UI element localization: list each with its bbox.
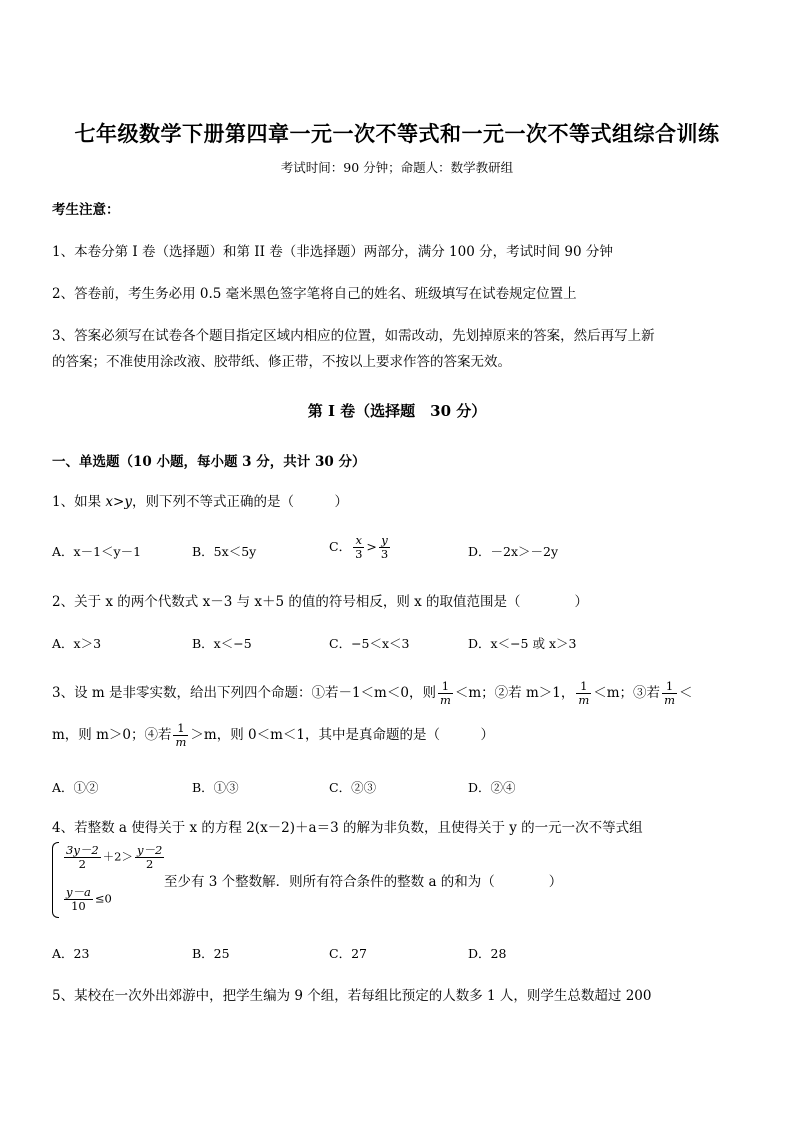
q1-option-a[interactable]: A．x－1＜y－1 [52,544,142,559]
page-title: 七年级数学下册第四章一元一次不等式和一元一次不等式组综合训练 [74,121,720,146]
q1-c-frac-2: $\frac{y}{3}$ [380,533,389,561]
q1-option-c[interactable] [329,534,392,561]
q4-option-d[interactable]: D．28 [468,946,507,961]
q3-frac-1: $\frac{1}{m}$ [439,679,451,707]
q1-option-d[interactable]: D．－2x＞－2y [468,544,559,559]
q2-option-b[interactable]: B．x＜−5 [192,636,252,651]
q4-option-a[interactable]: A．23 [52,946,90,961]
question-5-stem: 5、某校在一次外出郊游中，把学生编为 9 个组，若每组比预定的人数多 1 人，则学生总数超过 200 [52,988,652,1004]
q1-stem-b: ，则下列不等式正确的是（ ） [131,494,348,510]
question-2-options [52,634,752,656]
notice-item-2: 2、答卷前，考生务必用 0.5 毫米黑色签字笔将自己的姓名、班级填写在试卷规定位置上 [52,286,577,302]
q3-text-1: 3、设 m 是非零实数，给出下列四个命题：①若－1＜m＜0，则 [52,685,436,701]
section-title: 第 I 卷（选择题 30 分） [307,402,487,420]
question-4-tail: 至少有 3 个整数解．则所有符合条件的整数 a 的和为（ ） [164,874,563,890]
q3-option-b[interactable]: B．①③ [192,780,239,795]
q2-option-c[interactable]: C．−5＜x＜3 [329,636,410,651]
question-3-stem-line-2 [52,722,754,749]
q3-frac-3: $\frac{1}{m}$ [664,679,675,707]
q3-text-6: ＞m，则 0＜m＜1，其中是真命题的是（ ） [190,727,494,743]
question-1-options [52,533,752,564]
sys-tail: ≤0 [94,891,112,906]
q3-text-4: ＜ [678,685,693,701]
part-heading: 一、单选题（10 小题，每小题 3 分，共计 30 分） [52,454,366,470]
notice-item-3: 3、答案必须写在试卷各个题目指定区域内相应的位置，如需改动，先划掉原来的答案，然后再写上新 [52,328,655,344]
q3-option-a[interactable]: A．①② [52,780,99,795]
notice-item-1: 1、本卷分第 I 卷（选择题）和第 II 卷（非选择题）两部分，满分 100 分，考试时间 90 分钟 [52,244,613,260]
question-3-options [52,778,752,800]
question-1-stem [52,492,754,512]
q1-c-op: > [366,539,377,554]
q1-c-frac-1: $\frac{x}{3}$ [355,533,363,561]
q3-option-d[interactable]: D．②④ [468,780,516,795]
question-4-options [52,944,752,966]
q1-option-c-label: C． [329,539,352,554]
inequality-system [52,842,172,922]
notice-item-3-cont: 的答案；不准使用涂改液、胶带纸、修正带，不按以上要求作答的答案无效。 [52,354,511,370]
q4-option-b[interactable]: B．25 [192,946,230,961]
q3-text-2: ＜m；②若 m＞1， [454,685,575,701]
system-line-2 [62,886,112,913]
q3-text-5: m，则 m＞0；④若 [52,727,172,743]
question-2-stem: 2、关于 x 的两个代数式 x－3 与 x＋5 的值的符号相反，则 x 的取值范围是（ ） [52,594,589,610]
sys-frac-2: $\frac{y-2}{2}$ [136,843,163,871]
notice-heading: 考生注意： [52,202,120,218]
question-3-stem-line-1 [52,680,754,707]
question-4-stem: 4、若整数 a 使得关于 x 的方程 2(x－2)＋a＝3 的解为非负数，且使得关于 y 的一元一次不等式组 [52,820,643,836]
q1-stem-math: x>y [105,494,132,510]
sys-frac-3: $\frac{y-a}{10}$ [66,885,91,913]
system-brace [52,842,59,918]
q1-stem-a: 1、如果 [52,494,106,510]
system-line-1 [62,844,166,871]
q3-option-c[interactable]: C．②③ [329,780,377,795]
q3-frac-2: $\frac{1}{m}$ [578,679,590,707]
q3-text-3: ＜m；③若 [593,685,661,701]
q1-option-b[interactable]: B．5x＜5y [192,544,257,559]
q2-option-a[interactable]: A．x＞3 [52,636,102,651]
q3-frac-4: $\frac{1}{m}$ [175,721,187,749]
q2-option-d[interactable]: D．x＜−5 或 x＞3 [468,636,577,651]
exam-subtitle: 考试时间：90 分钟；命题人：数学教研组 [280,160,514,175]
q4-option-c[interactable]: C．27 [329,946,367,961]
sys-mid: ＋2＞ [102,849,133,864]
sys-frac-1: $\frac{3y-2}{2}$ [66,843,99,871]
